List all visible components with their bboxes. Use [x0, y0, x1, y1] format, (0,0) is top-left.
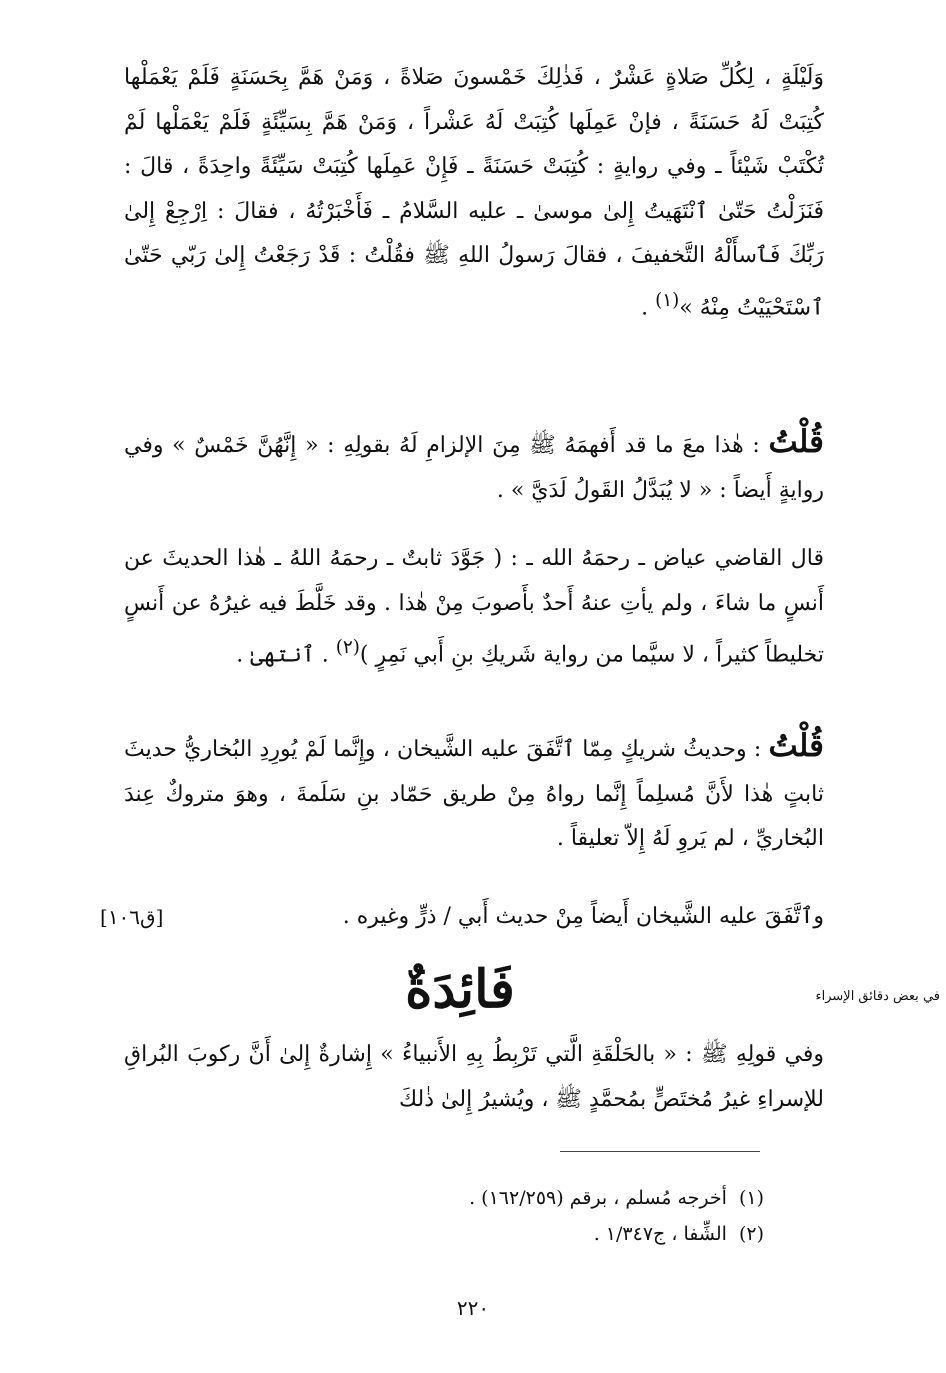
- footnote-divider: [560, 1151, 760, 1152]
- section-heading: فَائِدَةٌ: [405, 959, 515, 1020]
- footnote-number: (٢): [738, 1223, 764, 1245]
- footnote-text: أخرجه مُسلم ، برقم (١٦٢/٢٥٩) .: [469, 1187, 727, 1209]
- qadi-iyad-end: . ٱنتهىٰ .: [236, 642, 336, 668]
- fayda-text: وفي قولِهِ ﷺ : « بالحَلْقَةِ الَّتي تَرْبِطُ بِهِ الأَنبياءُ » إِشارةٌ إِلىٰ أَنَّ ركوبَ البُراقِ للإسراءِ غيرُ مُختَصٍّ بمُحمَّدٍ ﷺ ، ويُشيرُ إِلىٰ ذٰلكَ: [124, 1042, 824, 1112]
- commentary-last-line: وٱتَّفَقَ عليه الشَّيخان أَيضاً مِنْ حديث أَبي / ذرٍّ وغيره .: [342, 904, 824, 929]
- footnote-item: [264, 1180, 764, 1216]
- fayda-paragraph: [124, 1033, 824, 1122]
- margin-note: في بعض دقائق الإسراء: [815, 989, 940, 1004]
- commentary-paragraph-2: [124, 724, 824, 862]
- footnote-ref-2: (٢): [335, 637, 360, 658]
- manuscript-folio-ref: [ق١٠٦]: [100, 905, 164, 929]
- footnotes: [264, 1180, 764, 1252]
- qadi-iyad-paragraph: [124, 537, 824, 678]
- commentary-paragraph-1: [124, 420, 824, 513]
- qultu-keyword-2: قُلْتُ: [768, 728, 824, 764]
- qadi-iyad-text: قال القاضي عياض ـ رحمَهُ الله ـ : ( جَوَّدَ ثابتٌ ـ رحمَهُ اللهُ ـ هٰذا الحديثَ عن أَنسٍ ما شاءَ ، ولم يأتِ عنهُ أَحدٌ بأَصوبَ مِنْ هٰذا . وقد خَلَّطَ فيه غيرُهُ عن أَنسٍ تخليطاً كثيراً ، لا سيَّما من رواية شَريكِ بنِ أَبي نَمِرٍ ): [124, 546, 824, 668]
- commentary-text-2: : وحديثُ شريكٍ مِمّا ٱتَّفَقَ عليه الشَّيخان ، وإِنَّما لَمْ يُورِدِ البُخاريُّ حديثَ ثابتٍ هٰذا لأَنَّ مُسلِماً إِنَّما رواهُ مِنْ طريق حَمّاد بنِ سَلَمةَ ، وهوَ متروكٌ عِندَ البُخاريِّ ، لم يَروِ لَهُ إِلاّ تعليقاً .: [124, 737, 824, 851]
- hadith-paragraph: [124, 56, 824, 330]
- page-number: ٢٢٠: [456, 1296, 490, 1320]
- footnote-item: [264, 1216, 764, 1252]
- commentary-text-1: : هٰذا معَ ما قد أَفهمَهُ ﷺ مِنَ الإلزامِ لَهُ بقولِهِ : « إِنَّهُنَّ خَمْسٌ » وفي روايةٍ أَيضاً : « لا يُبَدَّلُ القَولُ لَدَيَّ » .: [124, 433, 824, 503]
- hadith-end: .: [641, 294, 656, 320]
- qultu-keyword: قُلْتُ: [768, 424, 824, 460]
- footnote-text: الشِّفا ، ج١/٣٤٧ .: [593, 1223, 727, 1245]
- footnote-ref-1: (١): [655, 289, 680, 311]
- hadith-text: وَلَيْلَةٍ ، لِكُلِّ صَلاةٍ عَشْرٌ ، فَذٰلِكَ خَمْسونَ صَلاةً ، وَمَنْ هَمَّ بِحَسَنَةٍ فَلَمْ يَعْمَلْها كُتِبَتْ لَهُ حَسَنَةً ، فإنْ عَمِلَها كُتِبَتْ لَهُ عَشْراً ، وَمَنْ هَمَّ بِسَيِّئَةٍ فَلَمْ يَعْمَلْها لَمْ تُكْتَبْ شَيْئاً ـ وفي روايةٍ : كُتِبَتْ حَسَنَةً ـ فَإِنْ عَمِلَها كُتِبَتْ سَيِّئَةً واحِدَةً ، قالَ : فَنَزَلْتُ حَتّىٰ ٱنْتَهَيتُ إِلىٰ موسىٰ ـ عليه السَّلامُ ـ فَأَخْبَرْتُهُ ، فقالَ : اِرْجِعْ إِلىٰ رَبِّكَ فَٱسأَلْهُ التَّخفيفَ ، فقالَ رَسولُ اللهِ ﷺ فقُلْتُ : قَدْ رَجَعْتُ إِلىٰ رَبّي حَتّىٰ ٱسْتَحْيَيْتُ مِنْهُ »: [124, 65, 824, 320]
- footnote-number: (١): [738, 1187, 764, 1209]
